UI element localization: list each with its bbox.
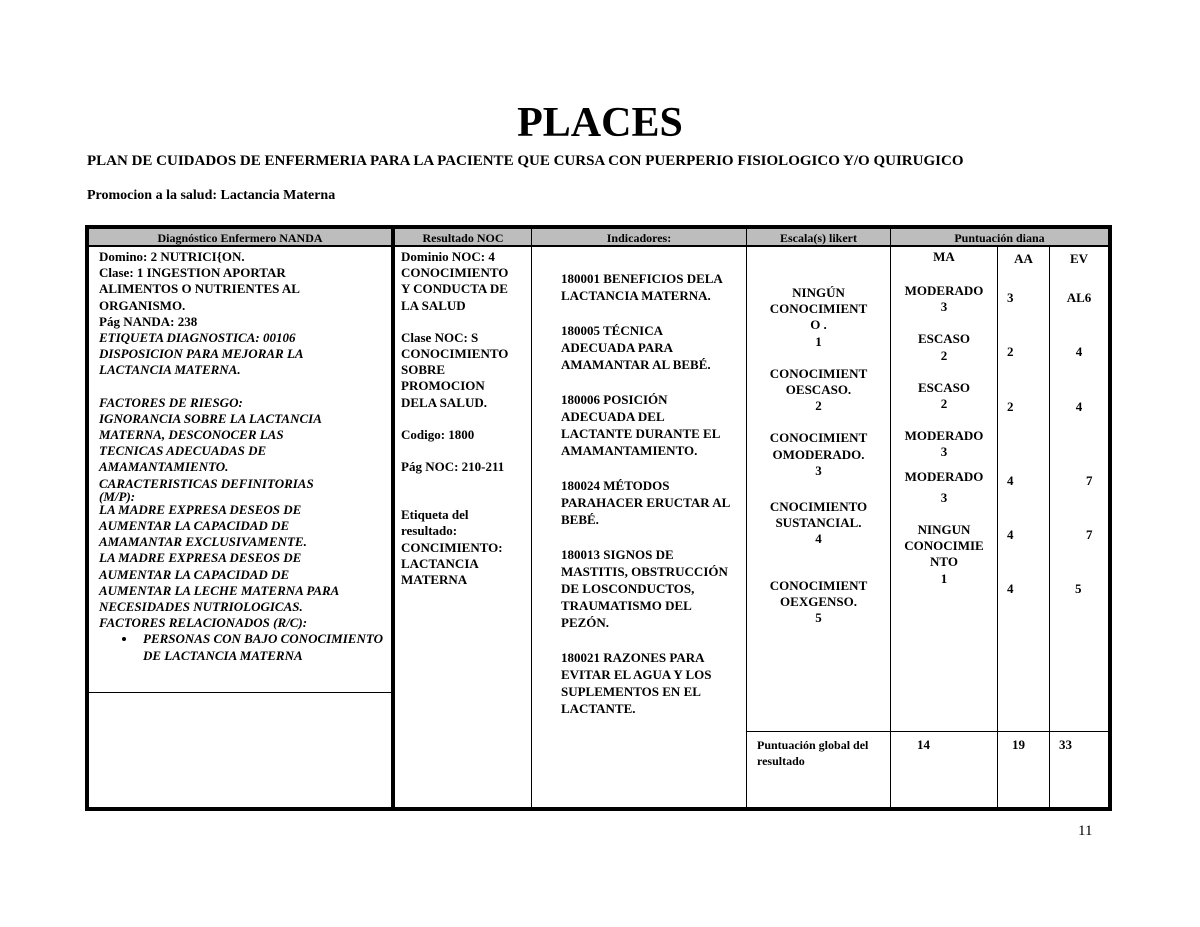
row-divider	[89, 692, 391, 693]
column-divider	[391, 229, 395, 807]
ma-label: MODERADO	[904, 283, 984, 298]
noc-domain: Dominio NOC: 4	[401, 249, 495, 264]
ma-label: ESCASO	[917, 379, 971, 395]
ma-label: CONOCIMIE	[904, 538, 984, 554]
noc-cell	[401, 249, 531, 588]
indicator-item: 180006 POSICIÓN ADECUADA DEL LACTANTE DURANTE EL AMAMANTAMIENTO.	[561, 392, 720, 458]
characteristic-line: AUMENTAR LA CAPACIDAD DE	[99, 518, 290, 534]
ma-value: 3	[940, 299, 948, 315]
risk-factor-line: AMAMANTAMIENTO.	[99, 459, 229, 475]
risk-factor-line: IGNORANCIA SOBRE LA LACTANCIA	[99, 410, 322, 426]
ev-value: 7	[1086, 473, 1093, 488]
likert-value: 4	[815, 531, 822, 547]
characteristic-line: NECESIDADES NUTRIOLOGICAS.	[99, 599, 303, 615]
indicators-cell	[561, 270, 737, 717]
likert-cell	[747, 285, 890, 626]
noc-result-label-cont: CONCIMIENTO:	[401, 539, 503, 555]
noc-domain-cont: CONOCIMIENTO	[401, 265, 509, 281]
likert-label: NINGÚN	[792, 285, 845, 300]
header-noc: Resultado NOC	[395, 229, 531, 247]
ev-value: AL6	[1066, 290, 1092, 305]
global-score-ma: 14	[917, 737, 930, 752]
indicator-item: 180021 RAZONES PARA EVITAR EL AGUA Y LOS SUPLEMENTOS EN EL LACTANTE.	[561, 650, 712, 716]
diagnostic-label: ETIQUETA DIAGNOSTICA: 00106	[99, 330, 296, 346]
noc-class: Clase NOC: S	[401, 329, 479, 345]
ma-label: NTO	[930, 554, 958, 570]
header-nanda: Diagnóstico Enfermero NANDA	[89, 229, 391, 247]
header-score: Puntuación diana	[891, 229, 1108, 247]
ma-value: 2	[940, 396, 948, 412]
global-score-aa: 19	[1012, 737, 1025, 752]
likert-value: 3	[815, 462, 822, 478]
likert-label: OESCASO.	[785, 382, 852, 398]
global-score-ev: 33	[1059, 737, 1072, 752]
aa-value: 2	[1007, 399, 1014, 414]
ma-cell	[891, 283, 997, 587]
diagnostic-label-cont: DISPOSICION PARA MEJORAR LA	[99, 346, 304, 362]
likert-label: CONOCIMIENT	[769, 430, 868, 446]
care-plan-table	[85, 225, 1112, 811]
ma-value: 3	[940, 489, 948, 505]
noc-result-label: Etiqueta del	[401, 507, 469, 523]
indicator-item: 180013 SIGNOS DE MASTITIS, OBSTRUCCIÓN DE LOSCONDUCTOS, TRAUMATISMO DEL PEZÓN.	[561, 547, 728, 630]
nanda-cell	[99, 249, 391, 664]
aa-value: 3	[1007, 290, 1014, 305]
ma-value: 1	[940, 570, 948, 586]
ma-label: MODERADO	[904, 428, 984, 444]
risk-factors-title: FACTORES DE RIESGO:	[99, 394, 243, 410]
noc-result-label-cont: resultado:	[401, 523, 458, 539]
ma-label: NINGUN	[917, 522, 971, 538]
noc-code: Codigo: 1800	[401, 426, 475, 442]
characteristic-line: LA MADRE EXPRESA DESEOS DE	[99, 501, 302, 517]
page-title: PLACES	[517, 100, 683, 146]
ev-value: 4	[1075, 399, 1083, 414]
noc-class-cont: PROMOCION	[401, 378, 485, 394]
global-score-label: Puntuación global del resultado	[757, 738, 869, 768]
likert-value: 2	[815, 398, 822, 414]
indicator-item: 180005 TÉCNICA ADECUADA PARA AMAMANTAR AL BEBÉ.	[561, 323, 711, 372]
characteristic-line: LA MADRE EXPRESA DESEOS DE	[99, 550, 302, 566]
indicator-item: 180001 BENEFICIOS DELA LACTANCIA MATERNA.	[561, 271, 723, 303]
characteristic-line: AUMENTAR LA LECHE MATERNA PARA	[99, 582, 340, 598]
ev-value: 4	[1075, 344, 1083, 359]
ev-value: 5	[1075, 581, 1082, 596]
related-factors-list	[99, 631, 391, 663]
related-factors-title: FACTORES RELACIONADOS (R/C):	[99, 615, 308, 631]
noc-class-cont: DELA SALUD.	[401, 394, 487, 410]
ma-value: 2	[940, 347, 948, 363]
aa-value: 2	[1007, 344, 1014, 359]
indicator-item: 180024 MÉTODOS PARAHACER ERUCTAR AL BEBÉ.	[561, 478, 730, 527]
likert-label: CONOCIMIENT	[769, 577, 868, 593]
likert-value: 5	[815, 610, 822, 626]
header-indicators: Indicadores:	[532, 229, 746, 247]
likert-label: OMODERADO.	[772, 446, 865, 462]
aa-value: 4	[1007, 581, 1014, 596]
page-number: 11	[1078, 823, 1093, 839]
nanda-class-cont: ALIMENTOS O NUTRIENTES AL	[99, 281, 300, 297]
characteristic-line: AMAMANTAR EXCLUSIVAMENTE.	[99, 534, 307, 550]
ev-value: 7	[1086, 527, 1093, 542]
related-factor-item: • PERSONAS CON BAJO CONOCIMIENTO DE LACTANCIA MATERNA	[137, 631, 391, 663]
defining-characteristics-mp: (M/P):	[99, 488, 136, 504]
noc-class-cont: SOBRE	[401, 362, 446, 378]
aa-value: 4	[1007, 473, 1014, 488]
likert-label: OEXGENSO.	[780, 593, 857, 609]
likert-label: CNOCIMIENTO	[769, 499, 868, 515]
characteristic-line: AUMENTAR LA CAPACIDAD DE	[99, 566, 290, 582]
plan-subtitle: PLAN DE CUIDADOS DE ENFERMERIA PARA LA PACIENTE QUE CURSA CON PUERPERIO FISIOLOGICO Y/O QUIRUGICO	[87, 153, 964, 169]
ma-label: MODERADO	[904, 468, 984, 484]
ev-cell	[1050, 229, 1108, 729]
column-divider	[531, 229, 532, 807]
nanda-class: Clase: 1 INGESTION APORTAR	[99, 265, 286, 281]
noc-class-cont: CONOCIMIENTO	[401, 346, 509, 362]
risk-factor-line: MATERNA, DESCONOCER LAS	[99, 427, 284, 443]
nanda-page: Pág NANDA: 238	[99, 313, 198, 329]
header-likert: Escala(s) likert	[747, 229, 890, 247]
noc-result-label-cont: MATERNA	[401, 572, 468, 588]
likert-label: O .	[810, 317, 827, 333]
section-heading: Promocion a la salud: Lactancia Materna	[87, 188, 336, 203]
row-divider	[747, 731, 1108, 732]
defining-characteristics-title: CARACTERISTICAS DEFINITORIAS	[99, 475, 314, 491]
noc-domain-cont: Y CONDUCTA DE	[401, 281, 508, 297]
aa-cell	[1007, 229, 1047, 729]
likert-label: CONOCIMIENT	[769, 301, 868, 317]
subheader-ma: MA	[933, 249, 955, 264]
noc-page: Pág NOC: 210-211	[401, 459, 505, 475]
subheader-aa: AA	[1014, 251, 1033, 266]
likert-value: 1	[815, 333, 822, 349]
likert-label: CONOCIMIENT	[769, 365, 868, 381]
likert-label: SUSTANCIAL.	[775, 515, 862, 531]
nanda-class-cont: ORGANISMO.	[99, 297, 186, 313]
noc-domain-cont: LA SALUD	[401, 297, 466, 313]
risk-factor-line: TECNICAS ADECUADAS DE	[99, 443, 267, 459]
nanda-domain: Domino: 2 NUTRICI{ON.	[99, 249, 245, 264]
noc-result-label-cont: LACTANCIA	[401, 555, 479, 571]
diagnostic-label-cont: LACTANCIA MATERNA.	[99, 362, 241, 378]
subheader-ev: EV	[1069, 251, 1089, 266]
column-divider	[997, 247, 998, 807]
ma-value: 3	[940, 444, 948, 460]
ma-label: ESCASO	[917, 331, 971, 347]
aa-value: 4	[1007, 527, 1014, 542]
